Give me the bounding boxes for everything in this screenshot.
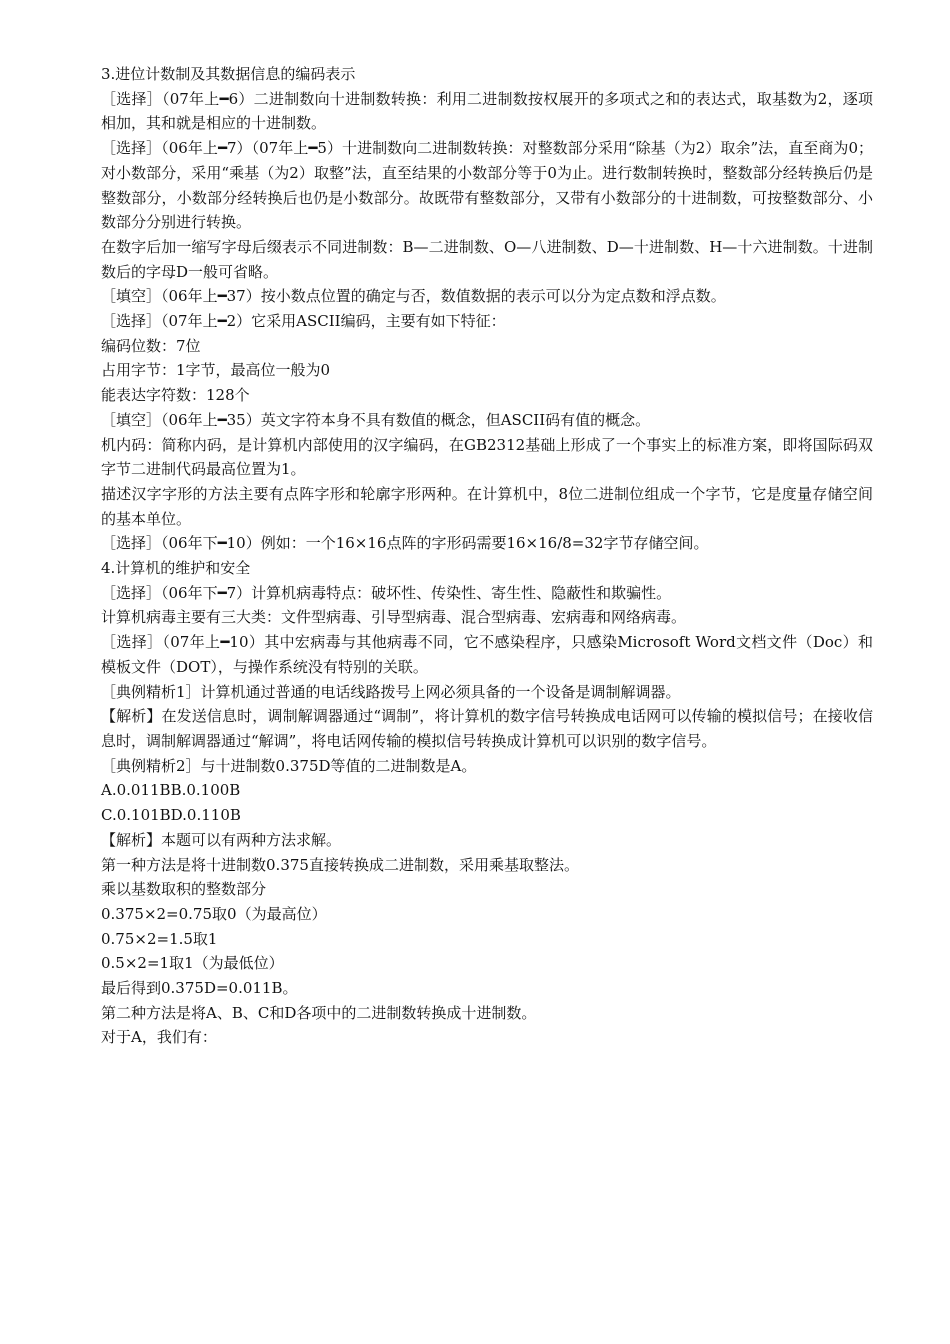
paragraph-glyph-methods: 描述汉字字形的方法主要有点阵字形和轮廓字形两种。在计算机中，8位二进制位组成一个字节，它是度量存储空间的基本单位。 (101, 484, 873, 528)
paragraph-example-1: ［典例精析1］计算机通过普通的电话线路拨号上网必须具备的一个设备是调制解调器。 (101, 682, 681, 701)
paragraph-fixed-float: ［填空］（06年上━37）按小数点位置的确定与否，数值数据的表示可以分为定点数和浮点数。 (101, 287, 726, 306)
paragraph-ascii-features: ［选择］（07年上━2）它采用ASCII编码，主要有如下特征： (101, 312, 506, 331)
calc-step-1: 0.375×2=0.75取0（为最高位） (101, 904, 327, 923)
section-heading-maintenance-security: 4.计算机的维护和安全 (101, 559, 251, 578)
paragraph-binary-to-decimal: ［选择］（07年上━6）二进制数向十进制数转换：利用二进制数按权展开的多项式之和的表达式，取基数为2，逐项相加，其和就是相应的十进制数。 (101, 89, 873, 133)
paragraph-radix-suffix: 在数字后加一缩写字母后缀表示不同进制数：B—二进制数、O—八进制数、D—十进制数、H—十六进制数。十进制数后的字母D一般可省略。 (101, 237, 873, 281)
paragraph-virus-types: 计算机病毒主要有三大类：文件型病毒、引导型病毒、混合型病毒、宏病毒和网络病毒。 (101, 608, 687, 627)
paragraph-analysis-1: 【解析】在发送信息时，调制解调器通过“调制”，将计算机的数字信号转换成电话网可以传输的模拟信号；在接收信息时，调制解调器通过“解调”，将电话网传输的模拟信号转换成计算机可以识别的数字信号。 (101, 707, 873, 750)
paragraph-decimal-to-binary: ［选择］（06年上━7）（07年上━5）十进制数向二进制数转换：对整数部分采用“除基（为2）取余”法，直至商为0；对小数部分，采用“乘基（为2）取整”法，直至结果的小数部分等于0为止。进行数制转换时，整数部分经转换后仍是整数部分，小数部分经转换后也仍是小数部分。故既带有整数部分，又带有小数部分的十进制数，可按整数部分、小数部分分别进行转换。 (101, 139, 873, 232)
paragraph-ascii-bytes: 占用字节：1字节，最高位一般为0 (101, 361, 331, 380)
paragraph-method-1: 第一种方法是将十进制数0.375直接转换成二进制数，采用乘基取整法。 (101, 855, 579, 874)
calc-step-2: 0.75×2=1.5取1 (101, 929, 218, 948)
paragraph-analysis-2: 【解析】本题可以有两种方法求解。 (101, 830, 342, 849)
section-heading-number-systems: 3.进位计数制及其数据信息的编码表示 (101, 65, 356, 83)
calc-result: 最后得到0.375D=0.011B。 (101, 979, 298, 998)
option-line-cd: C.0.101BD.0.110B (101, 806, 241, 825)
option-line-ab: A.0.011BB.0.100B (101, 781, 241, 800)
paragraph-internal-code: 机内码：简称内码，是计算机内部使用的汉字编码，在GB2312基础上形成了一个事实上的标准方案，即将国际码双字节二进制代码最高位置为1。 (101, 435, 873, 479)
paragraph-macro-virus: ［选择］（07年上━10）其中宏病毒与其他病毒不同，它不感染程序，只感染Microsoft Word文档文件（Doc）和模板文件（DOT），与操作系统没有特别的关联。 (101, 633, 873, 676)
paragraph-example-2: ［典例精析2］与十进制数0.375D等值的二进制数是A。 (101, 756, 477, 775)
document-body (101, 62, 873, 1050)
paragraph-ascii-chars: 能表达字符数：128个 (101, 386, 250, 405)
paragraph-ascii-value: ［填空］（06年上━35）英文字符本身不具有数值的概念，但ASCII码有值的概念。 (101, 410, 651, 429)
paragraph-dot-matrix: ［选择］（06年下━10）例如：一个16×16点阵的字形码需要16×16/8=32字节存储空间。 (101, 534, 709, 553)
paragraph-virus-traits: ［选择］（06年下━7）计算机病毒特点：破坏性、传染性、寄生性、隐蔽性和欺骗性。 (101, 583, 672, 602)
calc-step-3: 0.5×2=1取1（为最低位） (101, 954, 284, 973)
paragraph-multiply-base: 乘以基数取积的整数部分 (101, 880, 267, 899)
paragraph-for-a: 对于A，我们有： (101, 1028, 217, 1047)
paragraph-method-2: 第二种方法是将A、B、C和D各项中的二进制数转换成十进制数。 (101, 1003, 537, 1022)
paragraph-ascii-bits: 编码位数：7位 (101, 336, 201, 355)
